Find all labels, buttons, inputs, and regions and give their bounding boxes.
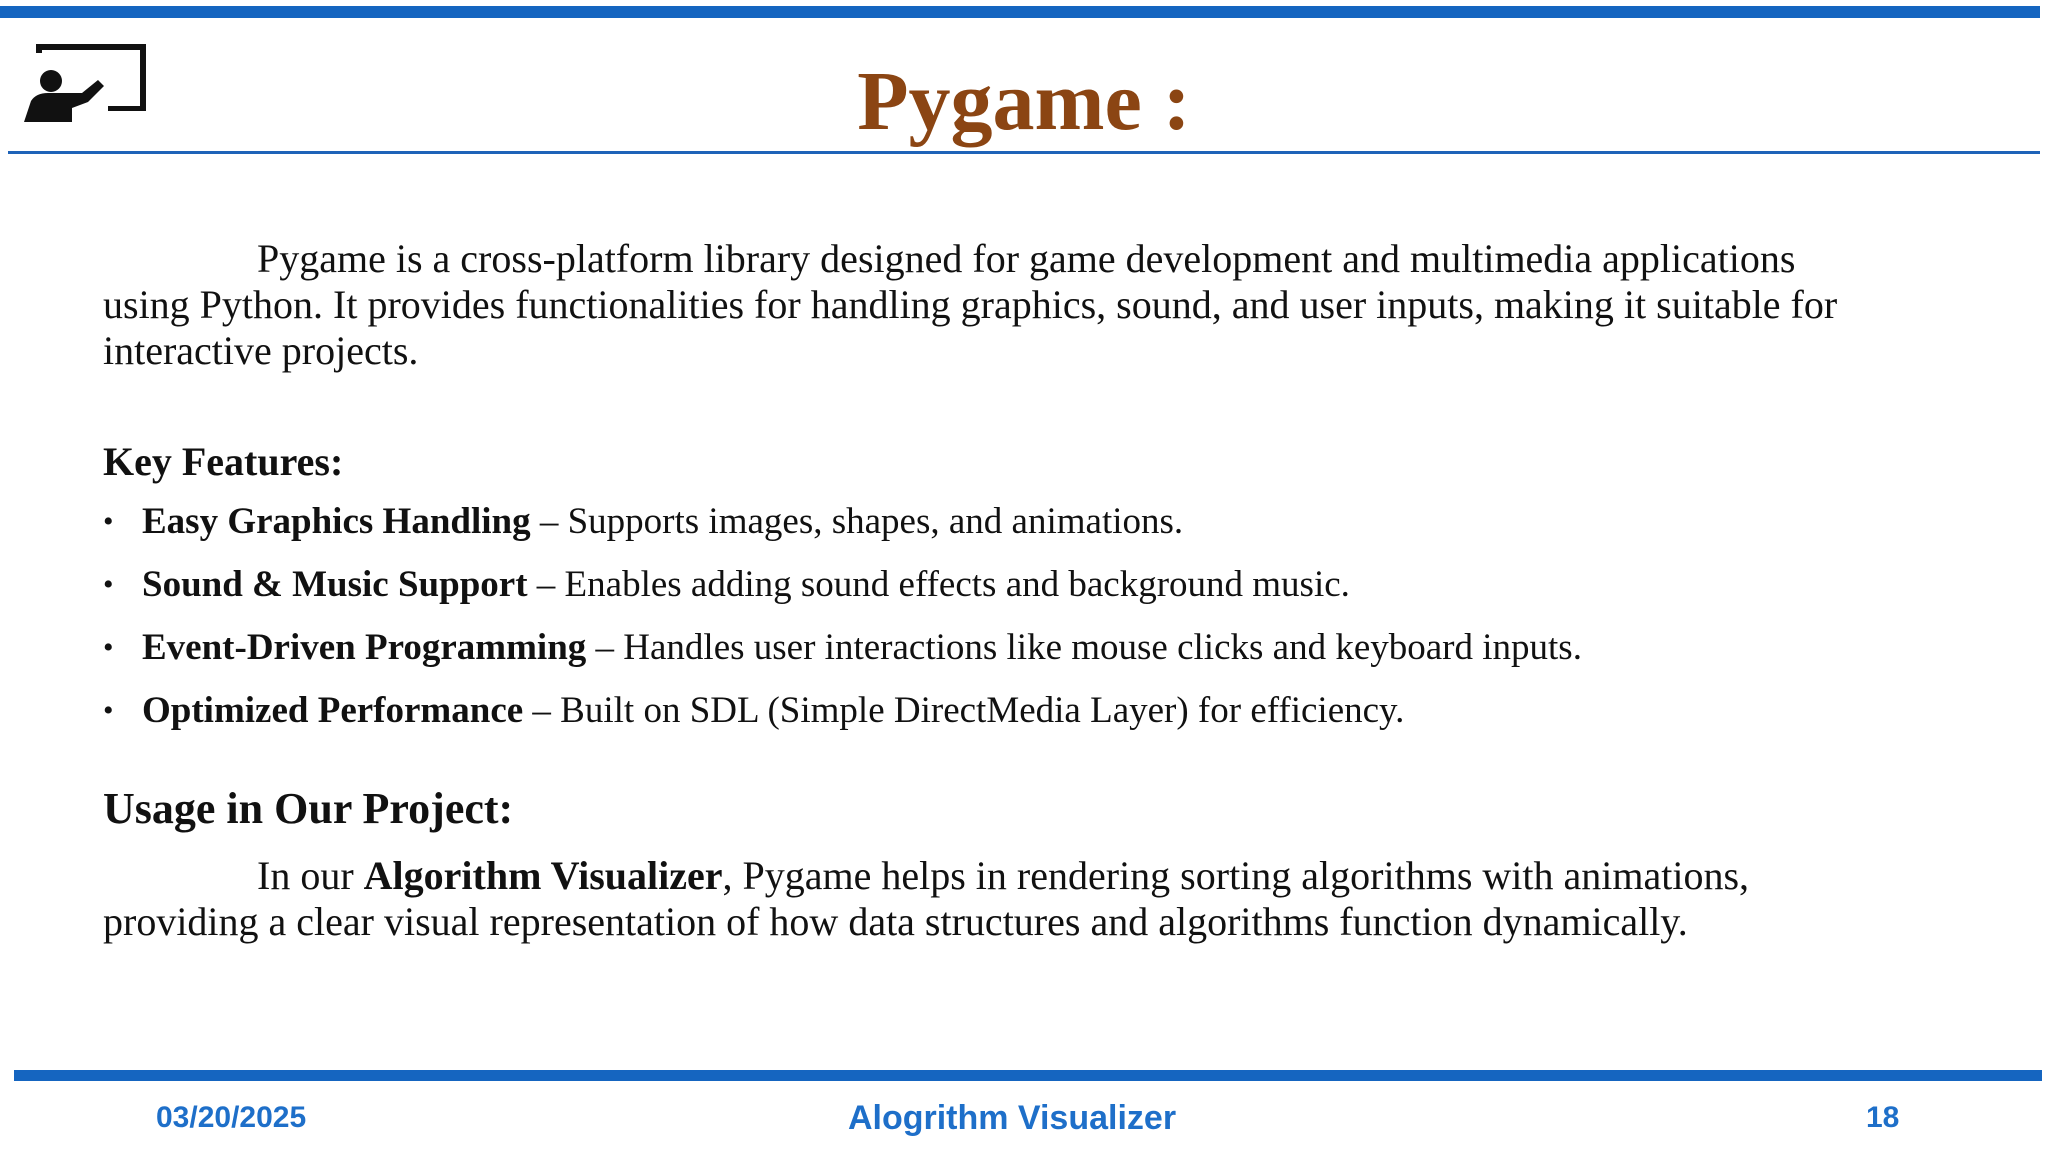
features-list (103, 500, 1883, 733)
feature-name: Optimized Performance (142, 690, 524, 731)
footer-title: Alogrithm Visualizer (847, 1099, 1177, 1137)
page-title: Pygame : (857, 55, 1191, 148)
bottom-accent-bar (14, 1070, 2042, 1081)
bullet-icon: • (103, 694, 114, 727)
key-features-heading: Key Features: (103, 439, 344, 484)
list-item (103, 500, 1883, 544)
feature-description: – Handles user interactions like mouse clicks and keyboard inputs. (586, 627, 1582, 668)
list-item (103, 689, 1883, 733)
list-item (103, 626, 1883, 670)
title-divider (8, 151, 2040, 154)
feature-name: Sound & Music Support (142, 564, 528, 605)
list-item (103, 563, 1883, 607)
intro-paragraph: Pygame is a cross-platform library designed for game development and multimedia applications using Python. It provides functionalities for handling graphics, sound, and user inputs, making it suitable for interactive projects. (103, 236, 1838, 373)
usage-suffix: , Pygame helps in rendering sorting algorithms with animations, providing a clear visual representation of how data structures and algorithms function dynamically. (103, 853, 1750, 944)
usage-prefix: In our (257, 853, 364, 898)
usage-project-name: Algorithm Visualizer (363, 853, 723, 898)
feature-description: – Supports images, shapes, and animations. (530, 501, 1184, 542)
footer-date: 03/20/2025 (156, 1101, 307, 1134)
page-number: 18 (1866, 1101, 1900, 1134)
bullet-icon: • (103, 568, 114, 601)
top-accent-bar (0, 6, 2040, 18)
usage-heading: Usage in Our Project: (103, 784, 514, 833)
feature-description: – Built on SDL (Simple DirectMedia Layer) for efficiency. (523, 690, 1405, 731)
bullet-icon: • (103, 505, 114, 538)
usage-paragraph (103, 853, 1883, 945)
feature-description: – Enables adding sound effects and background music. (527, 564, 1350, 605)
feature-name: Easy Graphics Handling (142, 501, 531, 542)
slide-content (103, 236, 1883, 945)
bullet-icon: • (103, 631, 114, 664)
feature-name: Event-Driven Programming (142, 627, 587, 668)
